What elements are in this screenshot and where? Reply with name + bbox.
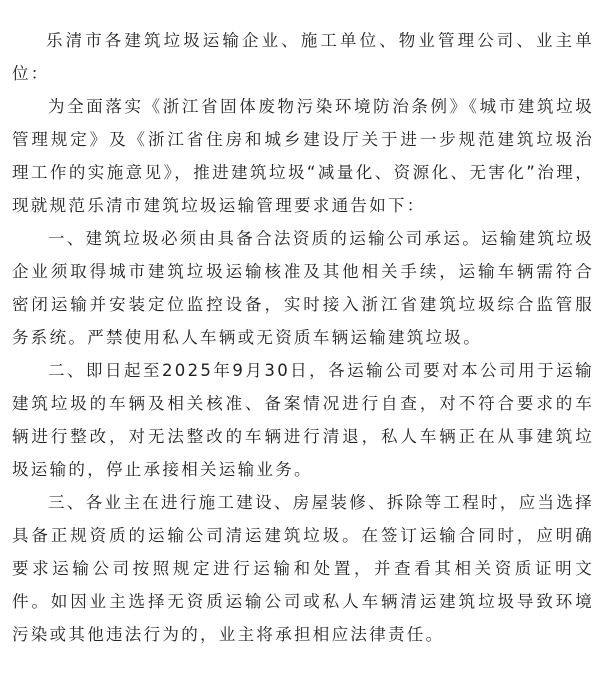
clause-three-paragraph: 三、各业主在进行施工建设、房屋装修、拆除等工程时，应当选择具备正规资质的运输公司清运建筑垃圾。在签订运输合同时，应明确要求运输公司按照规定进行运输和处置，并查看其相关资质证明文件。如因业主选择无资质运输公司或私人车辆清运建筑垃圾导致环境污染或其他违法行为的，业主将承担相应法律责任。 xyxy=(12,493,594,644)
clause-two-paragraph: 二、即日起至2025年9月30日，各运输公司要对本公司用于运输建筑垃圾的车辆及相关核准、备案情况进行自查，对不符合要求的车辆进行整改，对无法整改的车辆进行清退，私人车辆正在从事建筑垃圾运输的，停止承接相关运输业务。 xyxy=(12,361,594,479)
notice-document xyxy=(12,24,594,651)
intro-paragraph: 为全面落实《浙江省固体废物污染环境防治条例》《城市建筑垃圾管理规定》及《浙江省住房和城乡建设厅关于进一步规范建筑垃圾治理工作的实施意见》，推进建筑垃圾“减量化、资源化、无害化”治理，现就规范乐清市建筑垃圾运输管理要求通告如下： xyxy=(12,97,594,215)
clause-one-paragraph: 一、建筑垃圾必须由具备合法资质的运输公司承运。运输建筑垃圾企业须取得城市建筑垃圾运输核准及其他相关手续，运输车辆需符合密闭运输并安装定位监控设备，实时接入浙江省建筑垃圾综合监管服务系统。严禁使用私人车辆或无资质车辆运输建筑垃圾。 xyxy=(12,229,594,347)
addressee-line: 乐清市各建筑垃圾运输企业、施工单位、物业管理公司、业主单位： xyxy=(12,31,594,83)
